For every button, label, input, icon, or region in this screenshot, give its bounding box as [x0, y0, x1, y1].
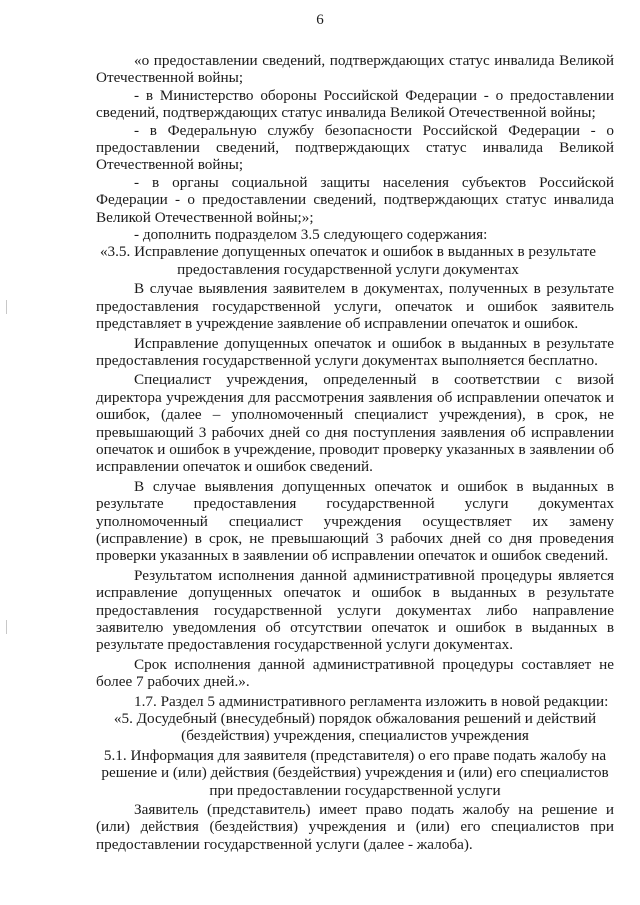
paragraph: - дополнить подразделом 3.5 следующего содержания:	[134, 226, 488, 244]
scan-edge-mark	[6, 620, 7, 634]
paragraph: Специалист учреждения, определенный в соответствии с визой директора учреждения для рассмотрения заявления об исправлении опечаток и ошибок, (далее – уполномоченный специалист учреждения), в срок, не превышающий 3 рабочих дней со дня поступления заявления об исправлении опечаток и ошибок в учреждение, проводит проверку указанных в заявлении об исправлении опечаток и ошибок сведений.	[96, 371, 614, 476]
paragraph: «о предоставлении сведений, подтверждающих статус инвалида Великой Отечественной войны;	[96, 52, 614, 87]
paragraph: Заявитель (представитель) имеет право подать жалобу на решение и (или) действия (бездействия) учреждения и (или) его специалистов при предоставлении государственной услуги (далее - жалоба).	[96, 801, 614, 853]
paragraph: - в Министерство обороны Российской Федерации - о предоставлении сведений, подтверждающих статус инвалида Великой Отечественной войны;	[96, 86, 614, 122]
subsection-heading: 5.1. Информация для заявителя (представителя) о его праве подать жалобу на решение и (или) действия (бездействия) учреждения и (или) его специалистов при предоставлении государственной услуги	[101, 746, 609, 799]
scan-edge-mark	[6, 300, 7, 314]
paragraph: - в органы социальной защиты населения субъектов Российской Федерации - о предоставлении сведений, подтверждающих статус инвалида Великой Отечественной войны;»;	[96, 173, 614, 226]
paragraph: - в Федеральную службу безопасности Российской Федерации - о предоставлении сведений, подтверждающих статус инвалида Великой Отечественной войны;	[96, 121, 614, 174]
section-heading: «5. Досудебный (внесудебный) порядок обжалования решений и действий (бездействия) учреждения, специалистов учреждения	[113, 710, 597, 745]
section-heading: «3.5. Исправление допущенных опечаток и ошибок в выданных в результате предоставления государственной услуги документах	[99, 243, 597, 278]
document-body	[96, 52, 614, 853]
paragraph: В случае выявления заявителем в документах, полученных в результате предоставления государственной услуги, опечаток и ошибок заявитель представляет в учреждение заявление об исправлении опечаток и ошибок.	[96, 280, 614, 333]
paragraph: Результатом исполнения данной административной процедуры является исправление допущенных опечаток и ошибок в выданных в результате предоставления государственной услуги документах либо направление заявителю уведомления об отсутствии опечаток и ошибок в выданных в результате предоставления государственной услуги документах.	[96, 566, 614, 654]
paragraph: 1.7. Раздел 5 административного регламента изложить в новой редакции:	[134, 692, 609, 710]
paragraph: Исправление допущенных опечаток и ошибок в выданных в результате предоставления государственной услуги документах выполняется бесплатно.	[96, 334, 614, 369]
page-number: 6	[316, 12, 324, 28]
paragraph: В случае выявления допущенных опечаток и ошибок в выданных в результате предоставления государственной услуги документах уполномоченный специалист учреждения осуществляет их замену (исправление) в срок, не превышающий 3 рабочих дней со дня проведения проверки указанных в заявлении об исправлении опечаток и ошибок сведений.	[96, 477, 614, 565]
paragraph: Срок исполнения данной административной процедуры составляет не более 7 рабочих дней.».	[96, 655, 614, 691]
